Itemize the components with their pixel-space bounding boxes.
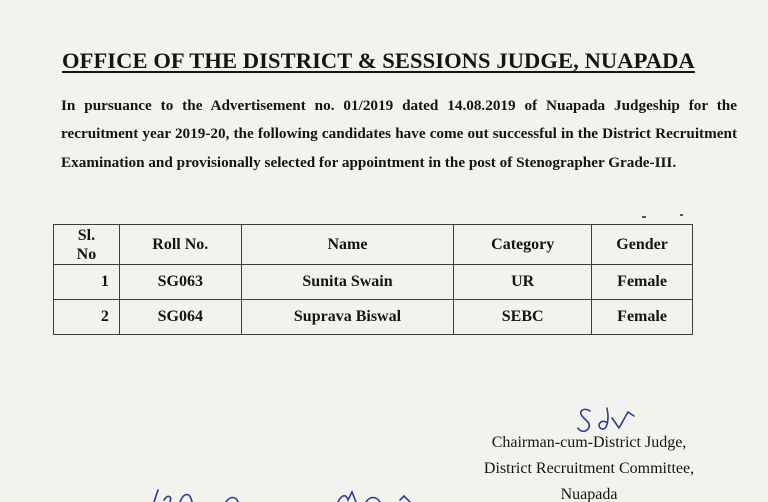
cell-gender: Female <box>592 265 693 300</box>
header-roll-no: Roll No. <box>119 225 241 265</box>
scan-speck <box>680 214 683 216</box>
cell-name: Sunita Swain <box>241 265 454 300</box>
office-title: OFFICE OF THE DISTRICT & SESSIONS JUDGE, NUAPADA <box>62 48 695 73</box>
header-gender: Gender <box>592 225 693 265</box>
scan-speck <box>642 216 646 218</box>
cell-sl: 2 <box>54 300 120 335</box>
cell-category: SEBC <box>454 300 592 335</box>
selected-candidates-table <box>53 224 693 335</box>
signatory-designation: Chairman-cum-District Judge, <box>491 434 687 451</box>
cell-roll: SG063 <box>119 265 241 300</box>
notice-paragraph: In pursuance to the Advertisement no. 01/2019 dated 14.08.2019 of Nuapada Judgeship for the recruitment year 2019-20, the following candidates have come out successful in the District Recruitment Examination and provisionally selected for appointment in the post of Stenographer Grade-III. <box>61 97 737 171</box>
header-sl-line2: No <box>76 245 97 263</box>
table-row <box>54 300 693 335</box>
cell-category: UR <box>454 265 592 300</box>
table-header-row <box>54 225 693 265</box>
signature-block <box>464 430 714 502</box>
table-row <box>54 265 693 300</box>
signatory-committee: District Recruitment Committee, <box>483 460 695 477</box>
header-sl-line1: Sl. <box>77 226 96 244</box>
cell-name: Suprava Biswal <box>241 300 454 335</box>
header-category: Category <box>454 225 592 265</box>
handwriting-scribble <box>140 486 440 502</box>
cell-sl: 1 <box>54 265 120 300</box>
header-name: Name <box>241 225 454 265</box>
cell-roll: SG064 <box>119 300 241 335</box>
cell-gender: Female <box>592 300 693 335</box>
signatory-place: Nuapada <box>560 486 618 502</box>
header-sl-no <box>54 225 120 265</box>
